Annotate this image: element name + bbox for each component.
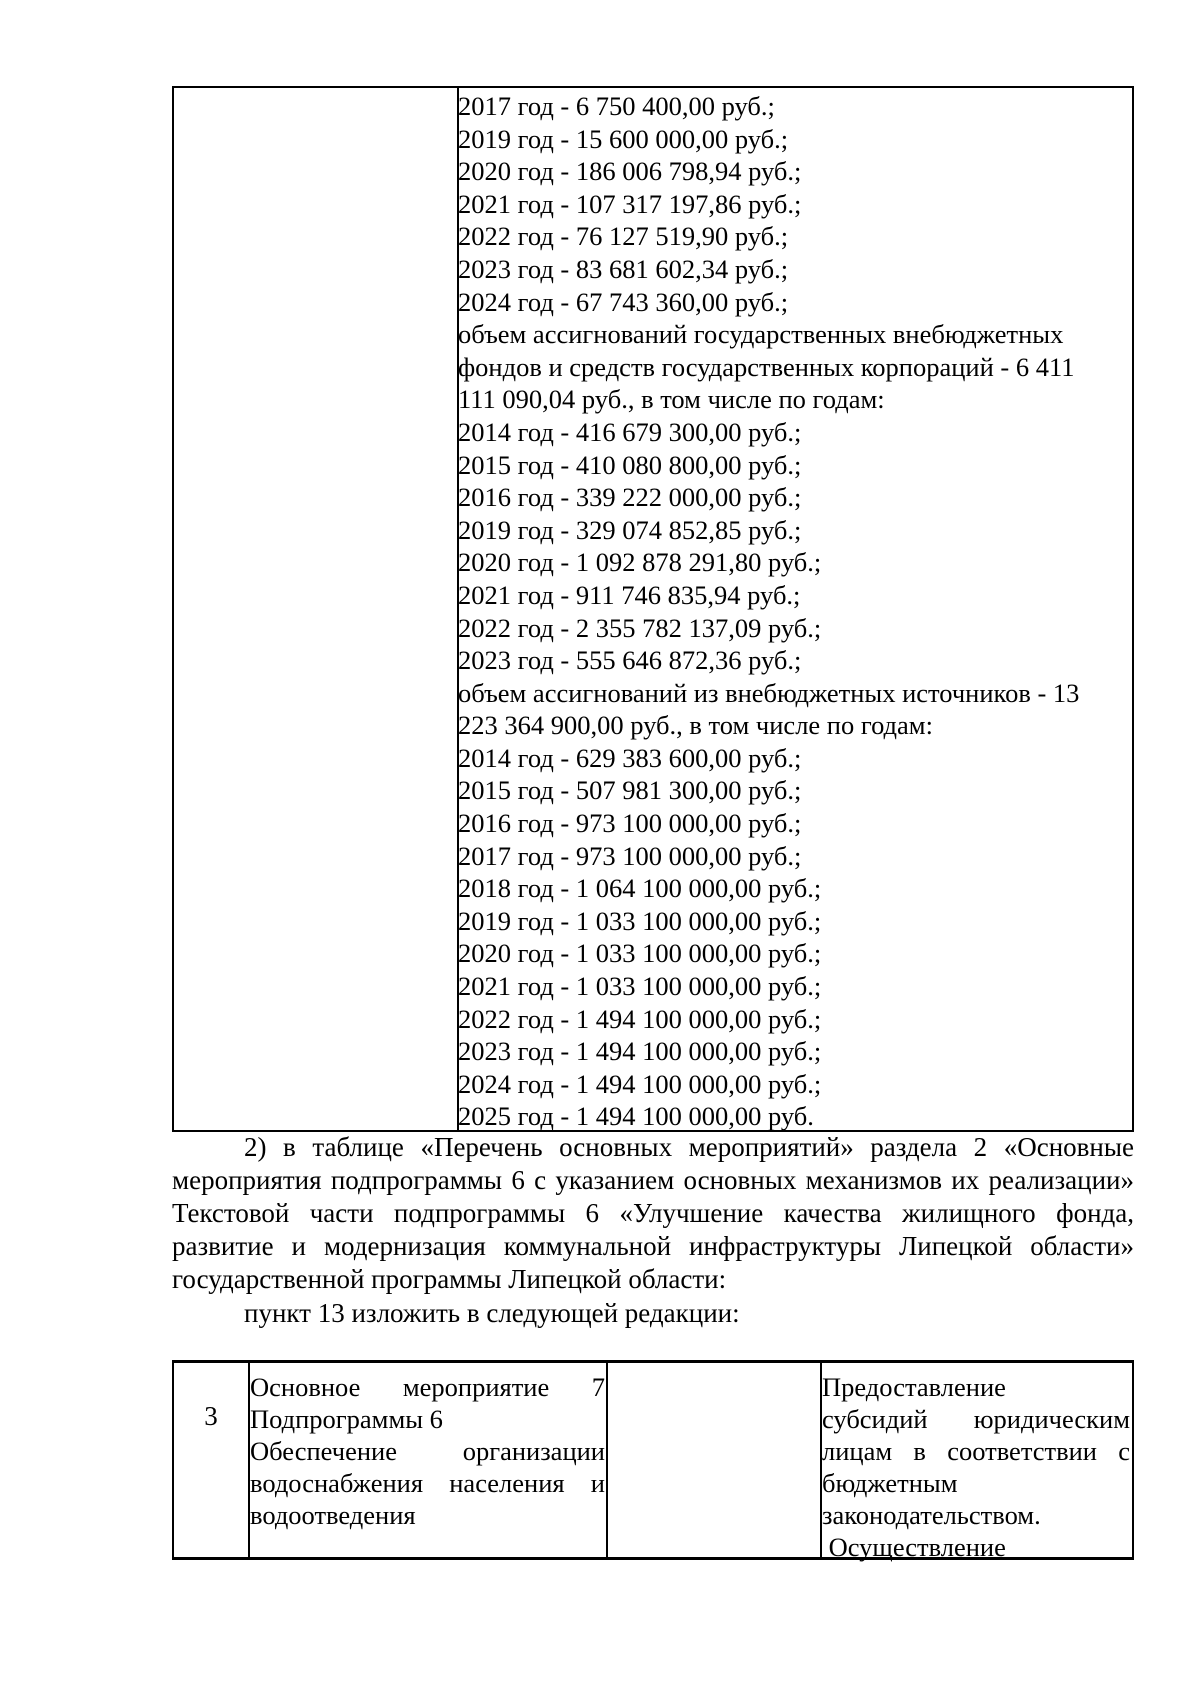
funding-line: 111 090,04 руб., в том числе по годам: xyxy=(458,384,885,415)
funding-line: 2017 год - 6 750 400,00 руб.; xyxy=(458,91,775,121)
funding-line: 2025 год - 1 494 100 000,00 руб. xyxy=(458,1101,814,1132)
mechanism-line: Предоставление xyxy=(822,1372,1006,1402)
measure-name-cell xyxy=(250,1371,605,1531)
funding-line: 2022 год - 76 127 519,90 руб.; xyxy=(458,221,789,252)
funding-line: 2021 год - 107 317 197,86 руб.; xyxy=(458,188,802,219)
row-number: 3 xyxy=(204,1401,218,1431)
measure-line: Основное мероприятие 7 xyxy=(250,1372,605,1402)
mechanism-line: законодательством. xyxy=(822,1500,1041,1530)
paragraph-amendment: 2) в таблице «Перечень основных мероприятий» раздела 2 «Основные мероприятия подпрограммы 6 с указанием основных механизмов их реализации» Текстовой части подпрограммы 6 «Улучшение качества жилищного фонда, развитие и модернизация коммунальной инфраструктуры Липецкой области» государственной программы Липецкой области: xyxy=(172,1132,1134,1294)
funding-line: 2016 год - 973 100 000,00 руб.; xyxy=(458,808,802,839)
funding-line: 2023 год - 83 681 602,34 руб.; xyxy=(458,253,789,284)
mechanism-line: субсидий юридическим xyxy=(822,1404,1130,1434)
funding-line: 2019 год - 1 033 100 000,00 руб.; xyxy=(458,905,822,936)
funding-line: фондов и средств государственных корпораций - 6 411 xyxy=(458,351,1075,382)
funding-table xyxy=(172,86,1134,1132)
measures-table xyxy=(172,1360,1134,1560)
funding-details-cell xyxy=(458,90,1128,1133)
funding-line: 2015 год - 410 080 800,00 руб.; xyxy=(458,449,802,480)
funding-line: 2019 год - 329 074 852,85 руб.; xyxy=(458,514,802,545)
measure-line: водоотведения xyxy=(250,1500,416,1530)
funding-line: 2023 год - 555 646 872,36 руб.; xyxy=(458,645,802,676)
mechanism-line: Осуществление xyxy=(822,1532,1006,1562)
mechanism-line: лицам в соответствии с xyxy=(822,1436,1130,1466)
funding-line: 2020 год - 1 033 100 000,00 руб.; xyxy=(458,938,822,969)
measure-line: водоснабжения населения и xyxy=(250,1468,605,1498)
funding-line: 2014 год - 416 679 300,00 руб.; xyxy=(458,416,802,447)
funding-line: 2024 год - 1 494 100 000,00 руб.; xyxy=(458,1068,822,1099)
paragraph-instruction: пункт 13 изложить в следующей редакции: xyxy=(244,1298,740,1328)
funding-line: 2024 год - 67 743 360,00 руб.; xyxy=(458,286,789,317)
funding-line: 2022 год - 2 355 782 137,09 руб.; xyxy=(458,612,822,643)
mechanism-cell xyxy=(822,1371,1130,1563)
measure-line: Обеспечение организации xyxy=(250,1436,605,1466)
measure-line: Подпрограммы 6 xyxy=(250,1404,443,1434)
funding-line: 2020 год - 1 092 878 291,80 руб.; xyxy=(458,547,822,578)
funding-line: 2019 год - 15 600 000,00 руб.; xyxy=(458,123,789,154)
funding-line: объем ассигнований государственных внебюджетных xyxy=(458,319,1064,350)
funding-line: 2021 год - 911 746 835,94 руб.; xyxy=(458,579,801,610)
funding-line: 2016 год - 339 222 000,00 руб.; xyxy=(458,482,802,513)
mechanism-line: бюджетным xyxy=(822,1468,958,1498)
funding-line: 2021 год - 1 033 100 000,00 руб.; xyxy=(458,971,822,1002)
funding-line: 2017 год - 973 100 000,00 руб.; xyxy=(458,840,802,871)
funding-line: 2018 год - 1 064 100 000,00 руб.; xyxy=(458,873,822,904)
column-divider xyxy=(606,1363,608,1557)
funding-line: 2014 год - 629 383 600,00 руб.; xyxy=(458,742,802,773)
funding-line: объем ассигнований из внебюджетных источников - 13 xyxy=(458,677,1080,708)
funding-line: 2020 год - 186 006 798,94 руб.; xyxy=(458,156,802,187)
funding-line: 223 364 900,00 руб., в том числе по годам: xyxy=(458,710,933,741)
funding-line: 2023 год - 1 494 100 000,00 руб.; xyxy=(458,1036,822,1067)
funding-line: 2015 год - 507 981 300,00 руб.; xyxy=(458,775,802,806)
funding-line: 2022 год - 1 494 100 000,00 руб.; xyxy=(458,1003,822,1034)
